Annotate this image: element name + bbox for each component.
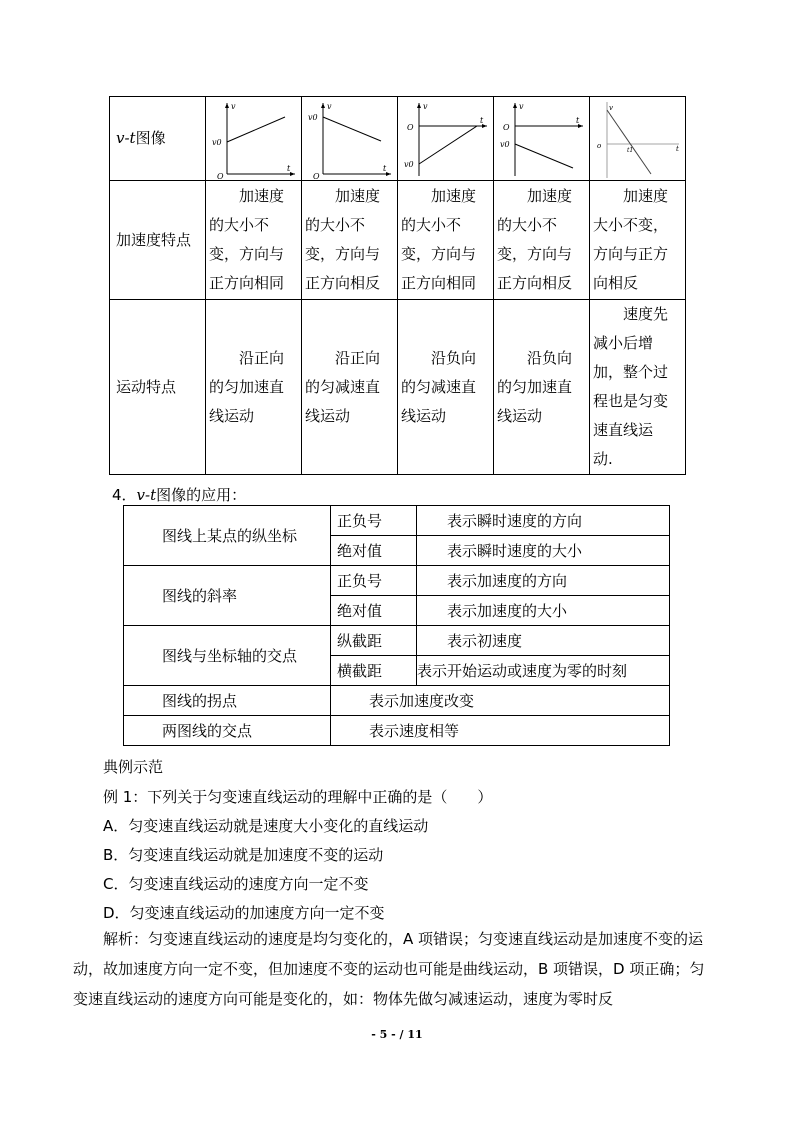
origin-label: O — [312, 171, 320, 180]
meaning: 表示加速度改变 — [331, 686, 670, 716]
origin-label: O — [406, 122, 414, 132]
section-heading-vt-applications: 4．v-t图像的应用： — [112, 486, 247, 504]
origin-label: O — [216, 171, 224, 180]
row-label-vt: v-t图像 — [110, 97, 206, 181]
label-v0: v0 — [499, 139, 510, 149]
example-heading: 典例示范 — [103, 758, 164, 776]
graph-cell-3 — [398, 97, 494, 181]
property-abs: 绝对值 — [331, 536, 417, 566]
motion-cell-5: 速度先 减小后增 加，整个过 程也是匀变 速直线运 动. — [590, 300, 686, 475]
motion-cell-2: 沿正向 的匀减速直 线运动 — [302, 300, 398, 475]
feature-graph-intersection: 两图线的交点 — [124, 716, 331, 746]
axis-label-t: t — [286, 163, 290, 173]
vt-graph-negative-rising — [401, 98, 491, 180]
graph-cell-4 — [494, 97, 590, 181]
option-d: D．匀变速直线运动的加速度方向一定不变 — [103, 904, 385, 922]
feature-slope: 图线的斜率 — [124, 566, 331, 626]
axis-label-t: t — [575, 115, 579, 125]
option-c: C．匀变速直线运动的速度方向一定不变 — [103, 875, 369, 893]
vt-graph-crossing-zero — [593, 98, 683, 180]
label-v0: v0 — [403, 159, 414, 169]
option-a: A．匀变速直线运动就是速度大小变化的直线运动 — [103, 817, 429, 835]
axis-label-t: t — [479, 115, 483, 125]
meaning: 表示开始运动或速度为零的时刻 — [417, 656, 670, 686]
axis-label-v: v — [326, 101, 332, 111]
origin-label: o — [596, 141, 601, 150]
page-number: - 5 - / 11 — [371, 1028, 423, 1041]
accel-cell-1: 加速度 的大小不 变，方向与 正方向相同 — [206, 181, 302, 300]
graph-cell-1 — [206, 97, 302, 181]
graph-cell-2 — [302, 97, 398, 181]
accel-cell-4: 加速度 的大小不 变，方向与 正方向相反 — [494, 181, 590, 300]
property-y-intercept: 纵截距 — [331, 626, 417, 656]
row-label-acceleration: 加速度特点 — [110, 181, 206, 300]
option-b: B．匀变速直线运动就是加速度不变的运动 — [103, 846, 384, 864]
motion-cell-4: 沿负向 的匀加速直 线运动 — [494, 300, 590, 475]
vt-graph-increasing — [209, 98, 299, 180]
axis-label-t: t — [675, 144, 679, 153]
feature-axis-intersection: 图线与坐标轴的交点 — [124, 626, 331, 686]
row-label-motion: 运动特点 — [110, 300, 206, 475]
meaning: 表示速度相等 — [331, 716, 670, 746]
vt-application-table — [123, 505, 670, 746]
accel-cell-3: 加速度 的大小不 变，方向与 正方向相同 — [398, 181, 494, 300]
property-sign: 正负号 — [331, 506, 417, 536]
motion-cell-3: 沿负向 的匀减速直 线运动 — [398, 300, 494, 475]
feature-ordinate: 图线上某点的纵坐标 — [124, 506, 331, 566]
meaning: 表示加速度的方向 — [417, 566, 670, 596]
property-x-intercept: 横截距 — [331, 656, 417, 686]
accel-cell-5: 加速度 大小不变， 方向与正方 向相反 — [590, 181, 686, 300]
analysis-paragraph: 解析：匀变速直线运动的速度是均匀变化的，A 项错误；匀变速直线运动是加速度不变的运动，故加速度方向一定不变，但加速度不变的运动也可能是曲线运动，B 项错误，D 项正确；匀变速直线运动的速度方向可能是变化的，如：物体先做匀减速运动，速度为零时反 — [73, 930, 705, 1008]
meaning: 表示初速度 — [417, 626, 670, 656]
vt-graph-table — [109, 96, 686, 475]
feature-inflection: 图线的拐点 — [124, 686, 331, 716]
label-v0: v0 — [307, 112, 318, 122]
axis-label-v: v — [608, 103, 613, 112]
property-abs: 绝对值 — [331, 596, 417, 626]
axis-label-v: v — [230, 101, 236, 111]
vt-graph-decreasing — [305, 98, 395, 180]
motion-cell-1: 沿正向 的匀加速直 线运动 — [206, 300, 302, 475]
label-t1: t1 — [626, 146, 633, 154]
meaning: 表示瞬时速度的大小 — [417, 536, 670, 566]
meaning: 表示加速度的大小 — [417, 596, 670, 626]
axis-label-v: v — [422, 101, 428, 111]
axis-label-t: t — [382, 163, 386, 173]
property-sign: 正负号 — [331, 566, 417, 596]
example-question: 例 1：下列关于匀变速直线运动的理解中正确的是（ ） — [103, 788, 493, 806]
axis-label-v: v — [518, 101, 524, 111]
accel-cell-2: 加速度 的大小不 变，方向与 正方向相反 — [302, 181, 398, 300]
label-v0: v0 — [211, 137, 222, 147]
vt-graph-negative-falling — [497, 98, 587, 180]
meaning: 表示瞬时速度的方向 — [417, 506, 670, 536]
graph-cell-5 — [590, 97, 686, 181]
origin-label: O — [502, 122, 510, 132]
